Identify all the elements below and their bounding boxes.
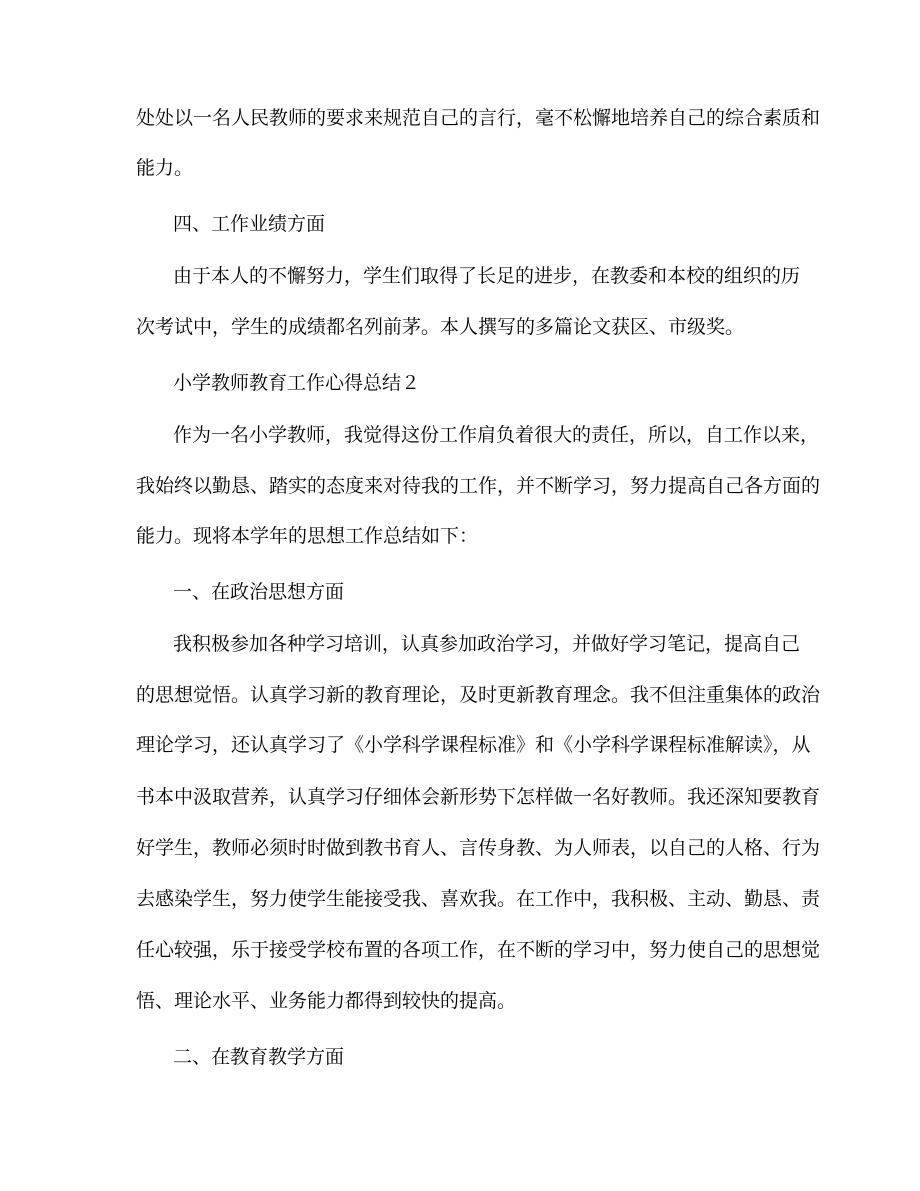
paragraph-line: 书本中汲取营养，认真学习仔细体会新形势下怎样做一名好教师。我还深知要教育: [136, 786, 821, 808]
paragraph-line: 的思想觉悟。认真学习新的教育理论，及时更新教育理念。我不但注重集体的政治: [136, 684, 821, 706]
section-heading: 四、工作业绩方面: [173, 213, 326, 235]
section-heading: 二、在教育教学方面: [173, 1046, 345, 1068]
paragraph-line: 处处以一名人民教师的要求来规范自己的言行，毫不松懈地培养自己的综合素质和: [136, 107, 821, 129]
paragraph-line: 悟、理论水平、业务能力都得到较快的提高。: [136, 990, 517, 1012]
article-title: 小学教师教育工作心得总结２: [173, 372, 421, 394]
paragraph-line: 我积极参加各种学习培训，认真参加政治学习，并做好学习笔记，提高自己: [173, 633, 801, 655]
paragraph-line: 作为一名小学教师，我觉得这份工作肩负着很大的责任，所以，自工作以来，: [173, 424, 820, 446]
paragraph-line: 次考试中，学生的成绩都名列前茅。本人撰写的多篇论文获区、市级奖。: [136, 316, 745, 338]
paragraph-line: 能力。: [136, 157, 194, 179]
paragraph-line: 由于本人的不懈努力，学生们取得了长足的进步，在教委和本校的组织的历: [173, 265, 801, 287]
paragraph-line: 去感染学生，努力使学生能接受我、喜欢我。在工作中，我积极、主动、勤恳、责: [136, 888, 821, 910]
paragraph-line: 我始终以勤恳、踏实的态度来对待我的工作，并不断学习，努力提高自己各方面的: [136, 475, 821, 497]
paragraph-line: 能力。现将本学年的思想工作总结如下：: [136, 525, 479, 547]
paragraph-line: 理论学习，还认真学习了《小学科学课程标准》和《小学科学课程标准解读》，从: [136, 734, 811, 756]
paragraph-line: 好学生，教师必须时时做到教书育人、言传身教、为人师表，以自己的人格、行为: [136, 837, 821, 859]
paragraph-line: 任心较强，乐于接受学校布置的各项工作，在不断的学习中，努力使自己的思想觉: [136, 939, 821, 961]
section-heading: 一、在政治思想方面: [173, 581, 345, 603]
